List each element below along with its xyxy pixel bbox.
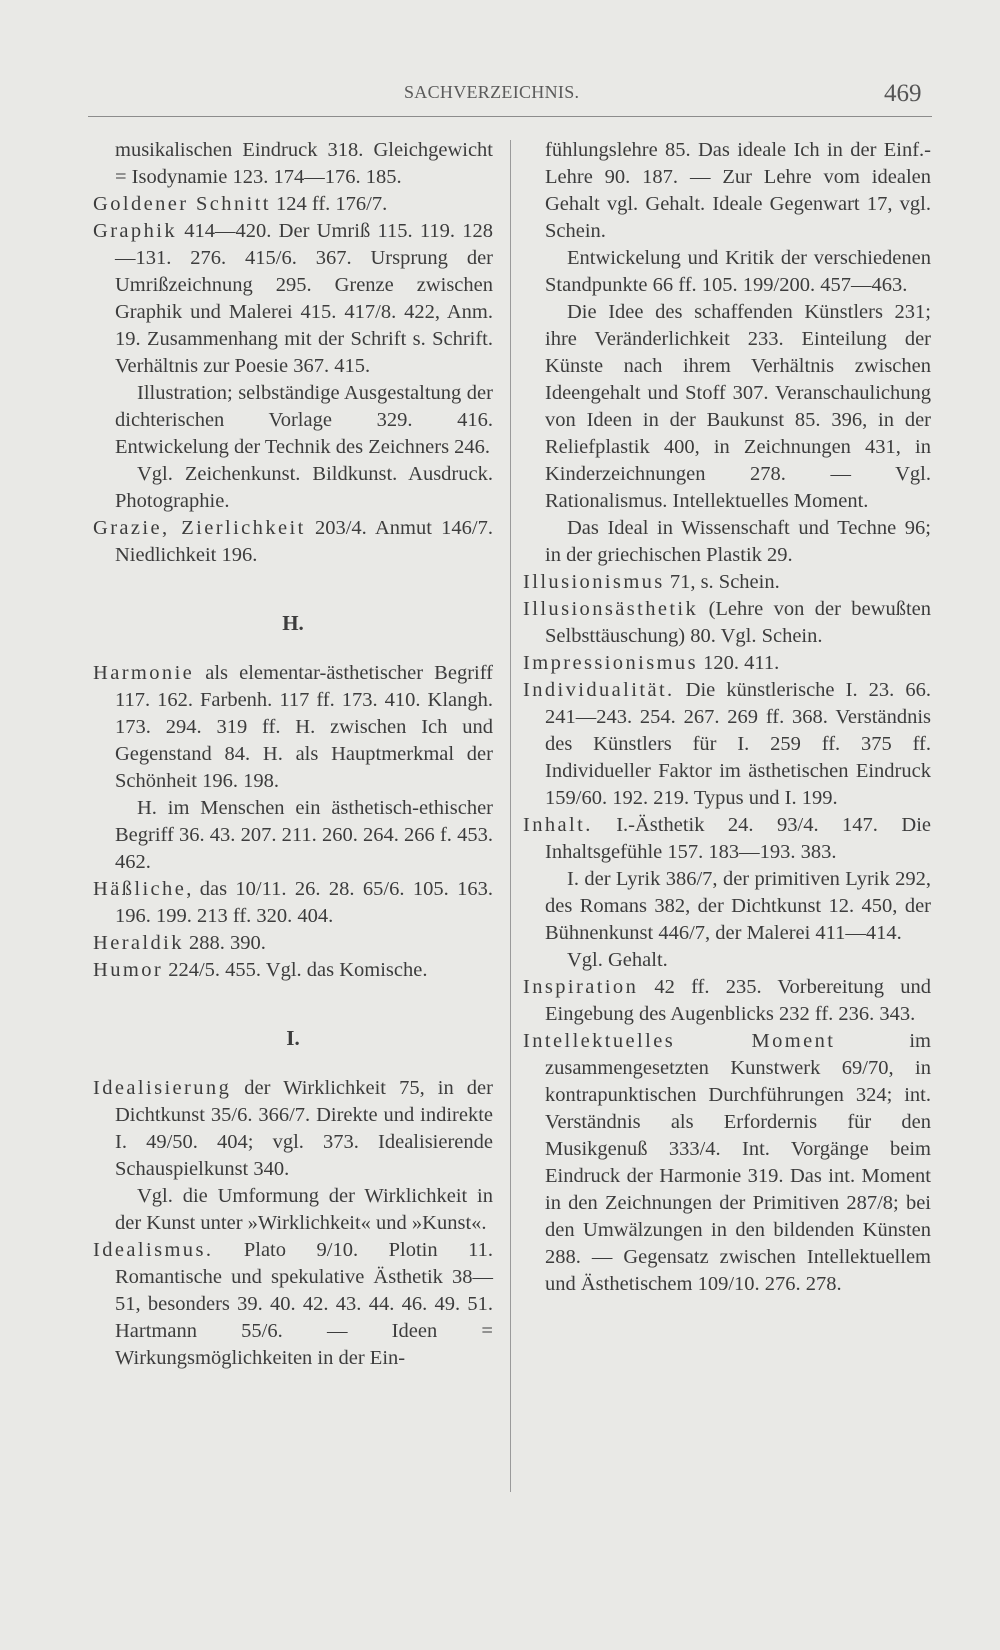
index-entry-inspiration [523, 974, 931, 1028]
index-crossref: Vgl. Gehalt. [567, 949, 668, 971]
index-keyword: Heraldik [93, 932, 184, 954]
index-refs: als elementar-ästhetischer Begriff 117. 162. Farbenh. 117 ff. 173. 410. Klangh. 173. 294. 319 ff. H. zwischen Ich und Gegenstand 84. H. als Hauptmerkmal der Schönheit 196. 198. [115, 662, 493, 792]
index-refs: I.-Ästhetik 24. 93/4. 147. Die Inhaltsgefühle 157. 183—193. 383. [545, 814, 931, 863]
index-entry-grazie [93, 515, 493, 569]
index-entry-idealisierung [93, 1075, 493, 1183]
index-refs: (Lehre von der bewußten Selbsttäuschung) 80. Vgl. Schein. [545, 598, 931, 647]
running-header: SACHVERZEICHNIS. [404, 82, 580, 102]
index-crossref: Vgl. Zeichenkunst. Bildkunst. Ausdruck. Photographie. [115, 463, 493, 512]
right-column [523, 137, 931, 1298]
index-keyword: Inspiration [523, 976, 639, 998]
index-entry-goldener-schnitt [93, 191, 493, 218]
index-entry-haessliche [93, 876, 493, 930]
index-keyword: Harmonie [93, 662, 195, 684]
index-refs: 414—420. Der Umriß 115. 119. 128—131. 276. 415/6. 367. Ursprung der Umrißzeichnung 295. Grenze zwischen Graphik und Malerei 415. 417/8. 422, Anm. 19. Zusammenhang mit der Schrift s. Schrift. Verhältnis zur Poesie 367. 415. [115, 220, 493, 377]
index-refs: 71, s. Schein. [664, 571, 780, 593]
index-subentry: Entwickelung und Kritik der verschiedenen Standpunkte 66 ff. 105. 199/200. 457—463. [545, 247, 931, 296]
index-refs: Plato 9/10. Plotin 11. Romantische und spekulative Ästhetik 38—51, besonders 39. 40. 42. 43. 44. 46. 49. 51. Hartmann 55/6. — Ideen = Wirkungsmöglichkeiten in der Ein- [115, 1239, 493, 1369]
section-heading-i: I. [286, 1026, 300, 1050]
index-refs: der Wirklichkeit 75, in der Dichtkunst 35/6. 366/7. Direkte und indirekte I. 49/50. 404; vgl. 373. Idealisierende Schauspielkunst 340. [115, 1077, 493, 1180]
index-refs: 124 ff. 176/7. [270, 193, 388, 215]
index-refs: im zusammengesetzten Kunstwerk 69/70, in kontrapunktischen Durchführungen 324; int. Verständnis als Erfordernis für den Musikgenuß 333/4. Int. Vorgänge beim Eindruck der Harmonie 319. Das int. Moment in den Zeichnungen der Primitiven 287/8; bei den Umwälzungen in den bildenden Künsten 288. — Gegensatz zwischen Intellektuellem und Ästhetischem 109/10. 276. 278. [545, 1030, 931, 1295]
index-entry-humor [93, 957, 493, 984]
index-entry-idealismus [93, 1237, 493, 1372]
index-subentry-harmonie: H. im Menschen ein ästhetisch-ethischer Begriff 36. 43. 207. 211. 260. 264. 266 f. 453. 462. [115, 797, 493, 873]
index-refs: 42 ff. 235. Vorbereitung und Eingebung des Augenblicks 232 ff. 236. 343. [545, 976, 931, 1025]
section-heading-h: H. [282, 611, 304, 635]
index-subentry: Das Ideal in Wissenschaft und Techne 96; in der griechischen Plastik 29. [545, 517, 931, 566]
index-entry-illusionsaesthetik [523, 596, 931, 650]
index-refs: 203/4. Anmut 146/7. Niedlichkeit 196. [115, 517, 493, 566]
index-keyword: Goldener Schnitt [93, 193, 271, 215]
index-keyword: Illusionsästhetik [523, 598, 699, 620]
index-keyword: Humor [93, 959, 164, 981]
index-crossref: Vgl. die Umformung der Wirklichkeit in der Kunst unter »Wirklichkeit« und »Kunst«. [115, 1185, 493, 1234]
index-keyword: Grazie, Zierlichkeit [93, 517, 306, 539]
index-keyword: Häßliche [93, 878, 187, 900]
column-divider [510, 140, 511, 1492]
index-keyword: Idealisierung [93, 1077, 232, 1099]
index-refs: , das 10/11. 26. 28. 65/6. 105. 163. 196. 199. 213 ff. 320. 404. [115, 878, 493, 927]
index-keyword: Graphik [93, 220, 177, 242]
index-entry-harmonie [93, 660, 493, 795]
index-keyword: Individualität. [523, 679, 675, 701]
index-keyword: Impressionismus [523, 652, 698, 674]
left-column [93, 137, 493, 1372]
index-keyword: Inhalt. [523, 814, 593, 836]
index-refs: 288. 390. [183, 932, 266, 954]
index-keyword: Intellektuelles Moment [523, 1030, 836, 1052]
index-keyword: Illusionismus [523, 571, 665, 593]
index-entry-intellektuelles-moment [523, 1028, 931, 1298]
index-subentry-inhalt: I. der Lyrik 386/7, der primitiven Lyrik 292, des Romans 382, der Dichtkunst 12. 450, der Bühnenkunst 446/7, der Malerei 411—414. [545, 868, 931, 944]
index-refs: Die künstlerische I. 23. 66. 241—243. 254. 267. 269 ff. 368. Verständnis des Künstlers für I. 259 ff. 375 ff. Individueller Faktor im ästhetischen Eindruck 159/60. 192. 219. Typus und I. 199. [545, 679, 931, 809]
index-entry-illusionismus [523, 569, 931, 596]
index-continuation: musikalischen Eindruck 318. Gleichgewicht = Isodynamie 123. 174—176. 185. [115, 139, 493, 188]
index-entry-impressionismus [523, 650, 931, 677]
index-entry-individualitaet [523, 677, 931, 812]
index-entry-graphik [93, 218, 493, 380]
index-refs: 224/5. 455. Vgl. das Komische. [163, 959, 428, 981]
page-number: 469 [884, 80, 922, 107]
index-continuation: fühlungslehre 85. Das ideale Ich in der Einf.-Lehre 90. 187. — Zur Lehre vom idealen Gehalt vgl. Gehalt. Ideale Gegenwart 17, vgl. Schein. [545, 139, 931, 242]
header-rule [88, 116, 932, 117]
index-refs: 120. 411. [697, 652, 780, 674]
index-entry-heraldik [93, 930, 493, 957]
index-entry-inhalt [523, 812, 931, 866]
index-subentry-illustration: Illustration; selbständige Ausgestaltung der dichterischen Vorlage 329. 416. Entwickelung der Technik des Zeichners 246. [115, 382, 493, 458]
index-subentry: Die Idee des schaffenden Künstlers 231; ihre Veränderlichkeit 233. Einteilung der Künste nach ihrem Verhältnis zwischen Ideengehalt und Stoff 307. Veranschaulichung von Ideen in der Baukunst 85. 396, in der Reliefplastik 400, in Zeichnungen 431, in Kinderzeichnungen 278. — Vgl. Rationalismus. Intellektuelles Moment. [545, 301, 931, 512]
index-keyword: Idealismus. [93, 1239, 214, 1261]
